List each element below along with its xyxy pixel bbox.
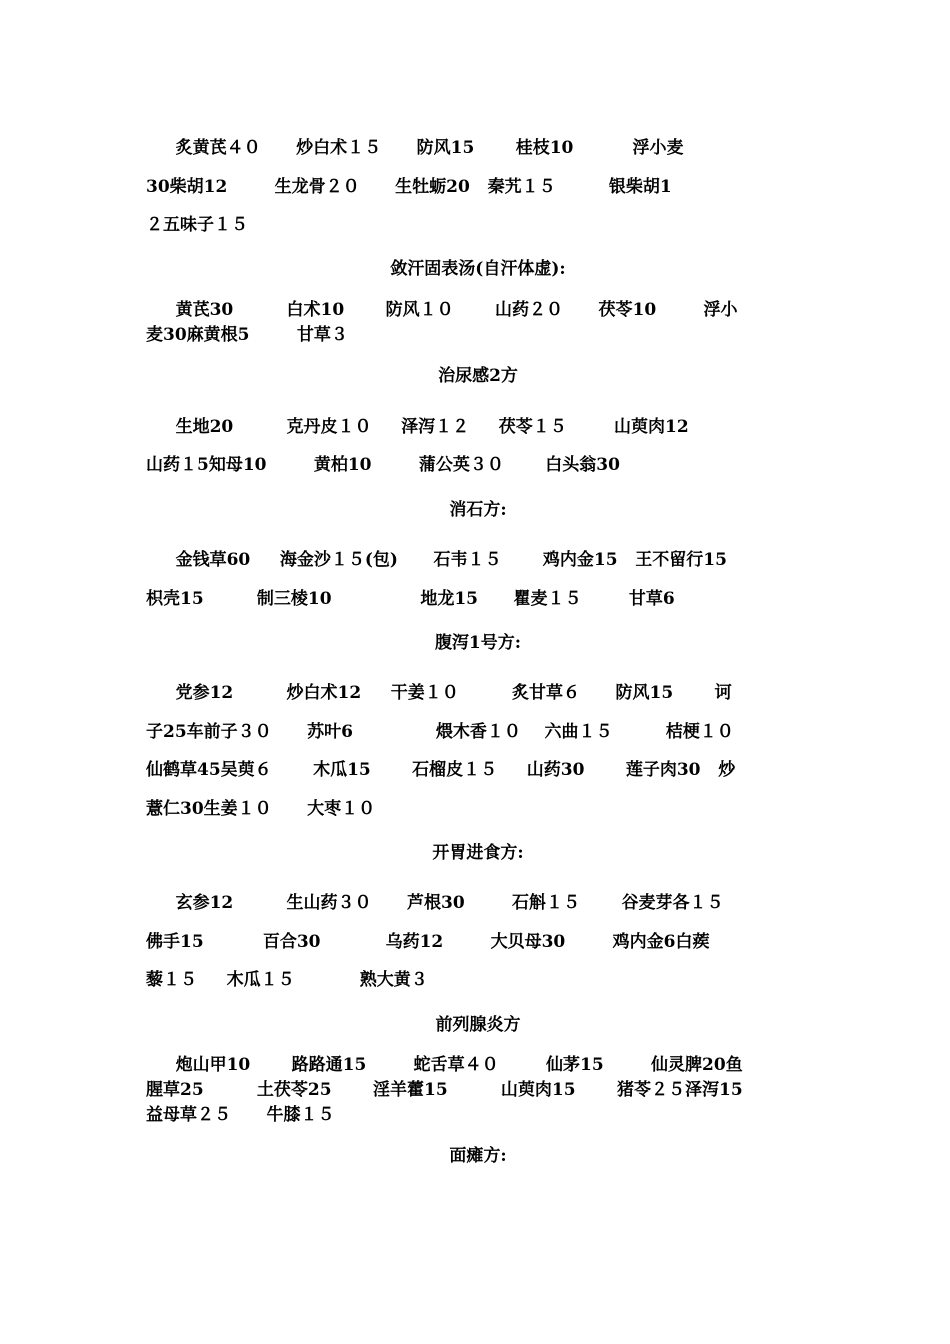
section-title: 开胃进食方: (432, 843, 524, 863)
text-line: 党参12 炒白术12 干姜１０ 炙甘草６ 防风15 诃 (146, 683, 732, 703)
text-line: 30柴胡12 生龙骨２０ 生牡蛎20 秦艽１５ 银柴胡1 (146, 177, 672, 197)
section-title: 前列腺炎方 (435, 1015, 521, 1035)
text-line: 炙黄芪４０ 炒白术１５ 防风15 桂枝10 浮小麦 (146, 138, 684, 158)
text-line: 藜１５ 木瓜１５ 熟大黄３ (146, 970, 428, 990)
text-line: 仙鹤草45吴萸６ 木瓜15 石榴皮１５ 山药30 莲子肉30 炒 (146, 760, 736, 780)
text-line: 麦30麻黄根5 甘草３ (146, 325, 348, 345)
text-line: 玄参12 生山药３０ 芦根30 石斛１５ 谷麦芽各１５ (146, 893, 724, 913)
section-title: 腹泻1号方: (434, 633, 522, 653)
text-line: ２五味子１５ (146, 215, 248, 235)
text-line: 薏仁30生姜１０ 大枣１０ (146, 799, 376, 819)
text-line: 佛手15 百合30 乌药12 大贝母30 鸡内金6白蒺 (146, 932, 710, 952)
text-line: 黄芪30 白术10 防风１０ 山药２０ 茯苓10 浮小 (146, 300, 738, 320)
text-line: 生地20 克丹皮１０ 泽泻１２ 茯苓１５ 山萸肉12 (146, 417, 689, 437)
text-line: 枳壳15 制三棱10 地龙15 瞿麦１５ 甘草6 (146, 589, 675, 609)
section-title: 治尿感2方 (438, 366, 518, 386)
section-title: 消石方: (449, 500, 507, 520)
text-line: 益母草２５ 牛膝１５ (146, 1105, 335, 1125)
section-title: 敛汗固表汤(自汗体虚): (390, 259, 566, 279)
text-line: 山药１5知母10 黄柏10 蒲公英３０ 白头翁30 (146, 455, 620, 475)
text-line: 金钱草60 海金沙１５(包) 石韦１５ 鸡内金15 王不留行15 (146, 550, 727, 570)
text-line: 子25车前子３０ 苏叶6 煨木香１０ 六曲１５ 桔梗１０ (146, 722, 734, 742)
text-line: 腥草25 土茯苓25 淫羊藿15 山萸肉15 猪苓２５泽泻15 (146, 1080, 743, 1100)
section-title: 面瘫方: (449, 1146, 507, 1166)
text-line: 炮山甲10 路路通15 蛇舌草４０ 仙茅15 仙灵脾20鱼 (146, 1055, 743, 1075)
